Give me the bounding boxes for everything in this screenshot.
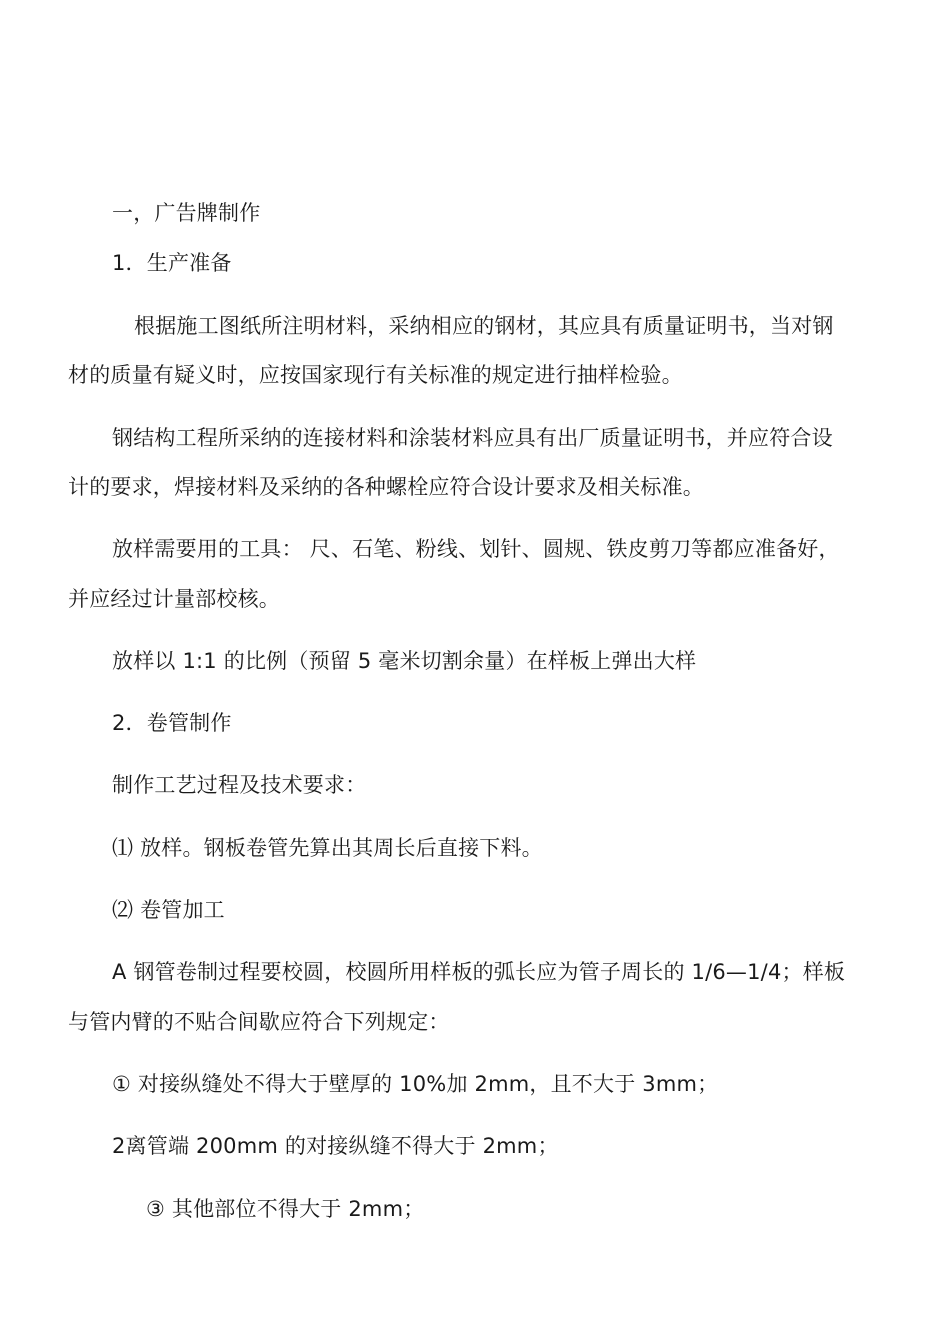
paragraph-1-line-1: 根据施工图纸所注明材料，采纳相应的钢材，其应具有质量证明书，当对钢 — [134, 314, 834, 338]
paragraph-1-line-2: 材的质量有疑义时，应按国家现行有关标准的规定进行抽样检验。 — [68, 363, 683, 387]
paragraph-3-line-2: 并应经过计量部校核。 — [68, 587, 280, 611]
section-heading: 一，广告牌制作 — [112, 201, 261, 225]
subsection-heading-2: 2．卷管制作 — [112, 711, 232, 735]
subsection-heading-1: 1．生产准备 — [112, 251, 232, 275]
paragraph-2-line-1: 钢结构工程所采纳的连接材料和涂装材料应具有出厂质量证明书，并应符合设 — [112, 426, 833, 450]
paragraph-4: 放样以 1:1 的比例（预留 5 毫米切割余量）在样板上弹出大样 — [112, 649, 697, 673]
step-1: ⑴ 放样。钢板卷管先算出其周长后直接下料。 — [112, 836, 543, 860]
paragraph-3-line-1: 放样需要用的工具： 尺、石笔、粉线、划针、圆规、铁皮剪刀等都应准备好， — [112, 537, 840, 561]
rule-a-line-2: 与管内臂的不贴合间歇应符合下列规定： — [68, 1010, 450, 1034]
paragraph-2-line-2: 计的要求，焊接材料及采纳的各种螺栓应符合设计要求及相关标准。 — [68, 475, 704, 499]
rule-item-3: ③ 其他部位不得大于 2mm； — [146, 1197, 425, 1221]
rule-item-2: 2离管端 200mm 的对接纵缝不得大于 2mm； — [112, 1134, 559, 1158]
rule-a-line-1: A 钢管卷制过程要校圆，校圆所用样板的弧长应为管子周长的 1/6—1/4；样板 — [112, 960, 846, 984]
process-intro: 制作工艺过程及技术要求： — [112, 773, 367, 797]
step-2: ⑵ 卷管加工 — [112, 898, 225, 922]
rule-item-1: ① 对接纵缝处不得大于壁厚的 10%加 2mm，且不大于 3mm； — [112, 1072, 719, 1096]
